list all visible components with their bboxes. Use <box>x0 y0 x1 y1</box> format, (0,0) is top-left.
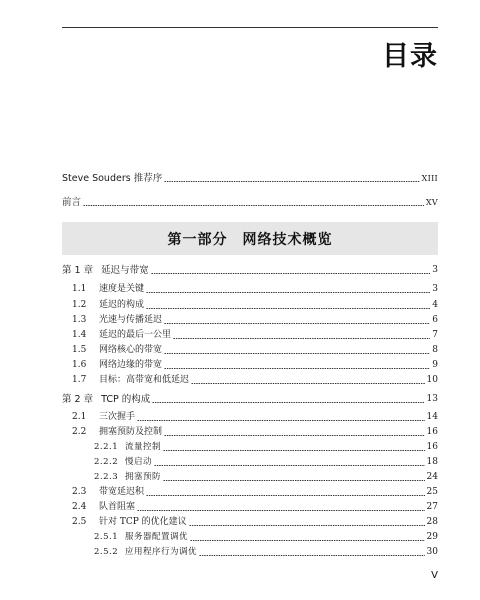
dot-leader <box>189 525 425 526</box>
toc-entry-page: 25 <box>426 487 438 497</box>
dot-leader <box>137 510 425 511</box>
toc-section[interactable] <box>72 297 438 311</box>
toc-subsection[interactable] <box>94 454 438 468</box>
toc-entry-page: 27 <box>426 502 438 512</box>
toc-entry-page: 18 <box>426 457 438 467</box>
section-number: 1.3 <box>72 315 87 325</box>
toc-section[interactable] <box>72 327 438 341</box>
toc-entry-page: XIII <box>421 174 438 183</box>
section-number: 1.4 <box>72 330 87 340</box>
section-number: 1.7 <box>72 375 87 385</box>
dot-leader <box>164 435 425 436</box>
subsection-title: 服务器配置调优 <box>125 532 189 542</box>
section-number: 1.2 <box>72 300 87 310</box>
toc-entry-page: 3 <box>432 284 438 294</box>
toc-entry-page: 6 <box>432 315 438 325</box>
section-title: 带宽延迟积 <box>99 487 145 497</box>
dot-leader <box>137 420 425 421</box>
toc-section[interactable] <box>72 409 438 423</box>
toc-chapter-1[interactable] <box>62 262 438 276</box>
toc-section[interactable] <box>72 357 438 371</box>
toc-entry-label: Steve Souders 推荐序 <box>62 173 163 184</box>
toc-entry-page: 29 <box>426 532 438 542</box>
page-title: 目录 <box>382 41 438 72</box>
toc-section[interactable] <box>72 342 438 356</box>
section-title: 目标：高带宽和低延迟 <box>99 375 190 385</box>
chapter-title: 延迟与带宽 <box>101 265 149 276</box>
toc-subsection[interactable] <box>94 439 438 453</box>
subsection-number: 2.2.2 <box>94 457 119 467</box>
section-title: 光速与传播延迟 <box>99 315 163 325</box>
toc-section[interactable] <box>72 312 438 326</box>
dot-leader <box>146 292 430 293</box>
toc-entry-page: 13 <box>426 394 438 404</box>
section-title: 延迟的最后一公里 <box>99 330 172 340</box>
subsection-title: 慢启动 <box>125 457 153 467</box>
section-number: 2.1 <box>72 412 87 422</box>
toc-section[interactable] <box>72 424 438 438</box>
dot-leader <box>164 181 419 182</box>
dot-leader <box>164 353 430 354</box>
subsection-title: 拥塞预防 <box>125 472 162 482</box>
dot-leader <box>163 450 425 451</box>
dot-leader <box>199 555 425 556</box>
section-title: 队首阻塞 <box>99 502 136 512</box>
chapter-number: 第 1 章 <box>62 265 94 276</box>
toc-entry-preface[interactable] <box>62 194 438 208</box>
section-number: 2.5 <box>72 517 87 527</box>
section-title: 针对 TCP 的优化建议 <box>99 517 187 527</box>
section-number: 2.3 <box>72 487 87 497</box>
toc-entry-page: 16 <box>426 442 438 452</box>
toc-entry-page: 24 <box>426 472 438 482</box>
dot-leader <box>164 323 430 324</box>
toc-section[interactable] <box>72 514 438 528</box>
subsection-number: 2.5.1 <box>94 532 119 542</box>
dot-leader <box>163 480 425 481</box>
dot-leader <box>154 465 425 466</box>
page-number: V <box>431 570 438 581</box>
section-number: 1.6 <box>72 360 87 370</box>
toc-entry-page: 3 <box>432 265 438 275</box>
toc-section[interactable] <box>72 372 438 386</box>
toc-chapter-2[interactable] <box>62 391 438 405</box>
dot-leader <box>152 402 424 403</box>
toc-entry-label: 前言 <box>62 197 82 208</box>
dot-leader <box>83 205 424 206</box>
subsection-title: 流量控制 <box>125 442 162 452</box>
section-title: 三次握手 <box>99 412 136 422</box>
toc-entry-page: 7 <box>432 330 438 340</box>
part-banner <box>62 222 438 255</box>
subsection-number: 2.5.2 <box>94 547 119 557</box>
toc-entry-page: 10 <box>426 375 438 385</box>
toc-section[interactable] <box>72 499 438 513</box>
section-number: 1.1 <box>72 284 87 294</box>
toc-subsection[interactable] <box>94 544 438 558</box>
section-number: 2.2 <box>72 427 87 437</box>
section-title: 速度是关键 <box>99 284 145 294</box>
section-title: 网络核心的带宽 <box>99 345 163 355</box>
section-title: 网络边缘的带宽 <box>99 360 163 370</box>
toc-entry-page: 8 <box>432 345 438 355</box>
top-rule <box>62 27 438 28</box>
section-title: 拥塞预防及控制 <box>99 427 163 437</box>
dot-leader <box>173 338 430 339</box>
toc-subsection[interactable] <box>94 469 438 483</box>
dot-leader <box>190 540 425 541</box>
dot-leader <box>191 383 425 384</box>
subsection-title: 应用程序行为调优 <box>125 547 198 557</box>
toc-entry-page: 14 <box>426 412 438 422</box>
section-number: 1.5 <box>72 345 87 355</box>
toc-section[interactable] <box>72 281 438 295</box>
section-number: 2.4 <box>72 502 87 512</box>
chapter-title: TCP 的构成 <box>101 394 151 405</box>
part-title: 第一部分 网络技术概览 <box>167 231 333 248</box>
toc-entry-page: 9 <box>432 360 438 370</box>
toc-entry-page: 4 <box>432 300 438 310</box>
section-title: 延迟的构成 <box>99 300 145 310</box>
dot-leader <box>146 308 430 309</box>
toc-entry-page: XV <box>425 198 438 207</box>
toc-section[interactable] <box>72 484 438 498</box>
chapter-number: 第 2 章 <box>62 394 94 405</box>
dot-leader <box>164 368 430 369</box>
toc-entry-page: 16 <box>426 427 438 437</box>
subsection-number: 2.2.1 <box>94 442 119 452</box>
toc-entry-page: 30 <box>426 547 438 557</box>
toc-entry-page: 28 <box>426 517 438 527</box>
dot-leader <box>151 273 431 274</box>
dot-leader <box>146 495 425 496</box>
toc-subsection[interactable] <box>94 529 438 543</box>
toc-entry-foreword[interactable] <box>62 170 438 184</box>
subsection-number: 2.2.3 <box>94 472 119 482</box>
